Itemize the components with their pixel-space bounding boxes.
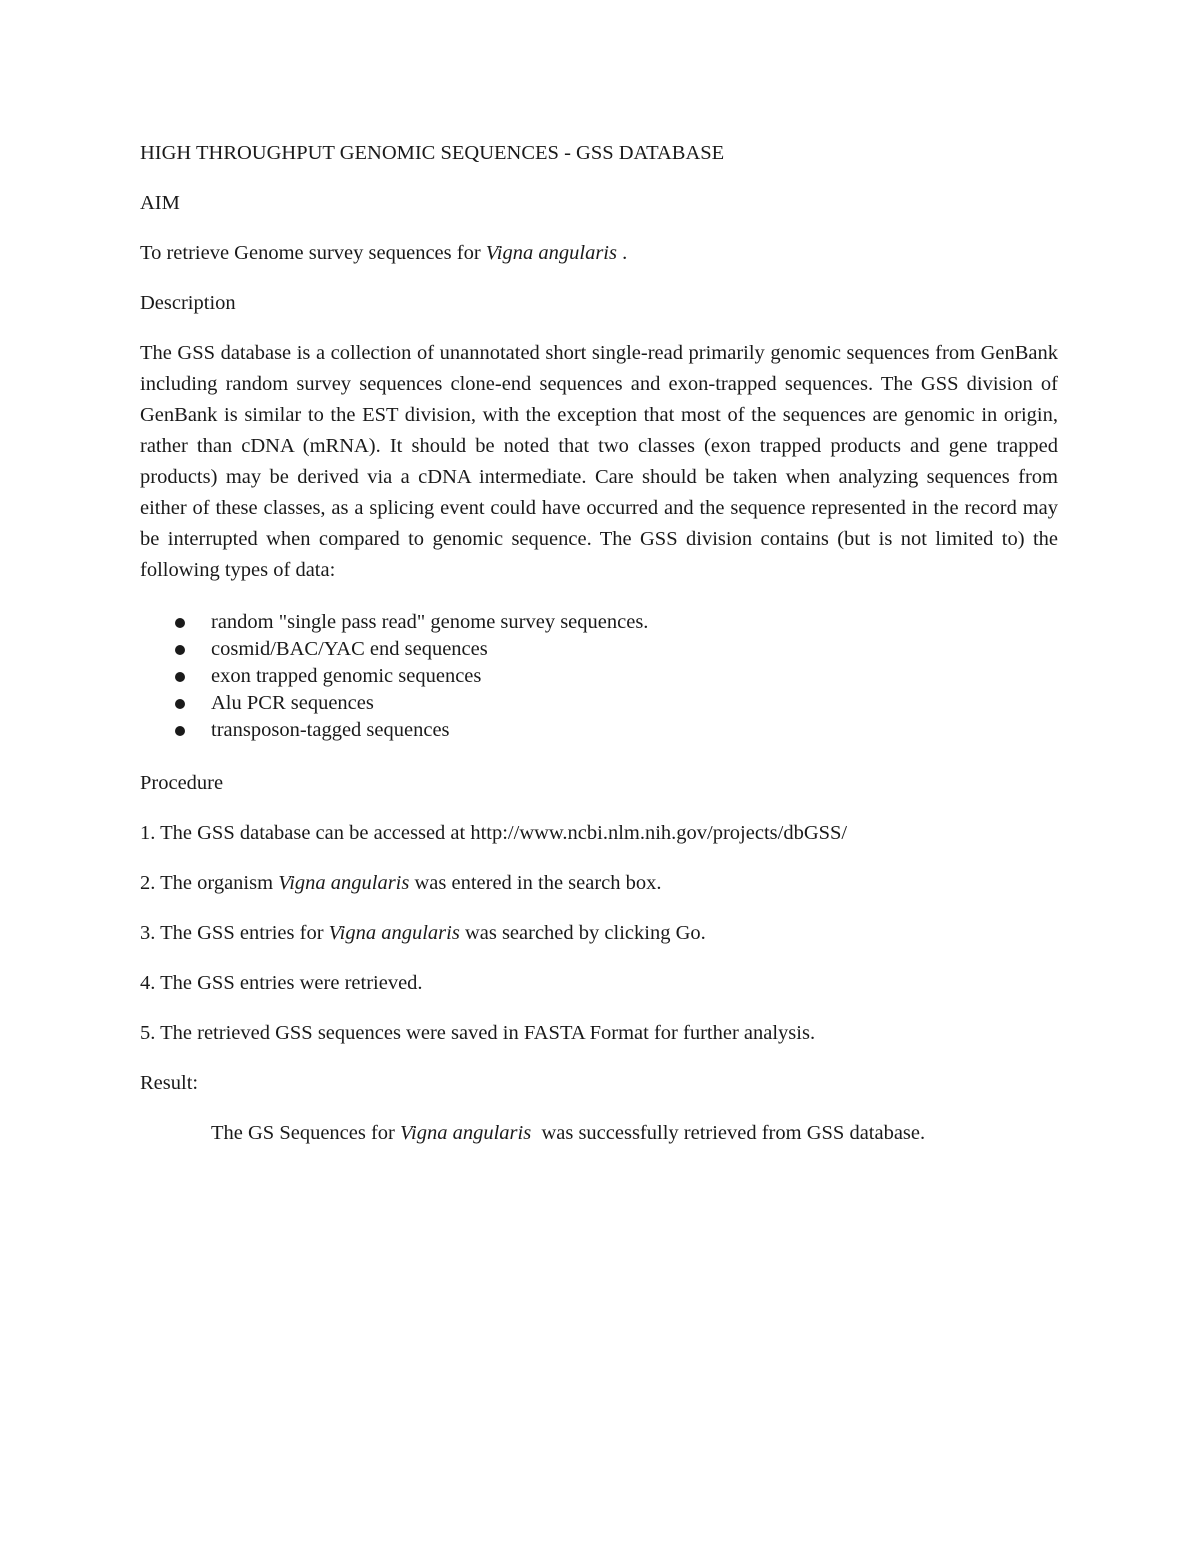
list-item-text: transposon-tagged sequences [211,719,450,741]
result-suffix: was successfully retrieved from GSS database. [531,1122,926,1144]
procedure-step-1: 1. The GSS database can be accessed at http://www.ncbi.nlm.nih.gov/projects/dbGSS/ [140,822,848,844]
aim-heading: AIM [140,192,180,214]
result-organism: Vigna angularis [400,1122,532,1144]
procedure-step-3 [140,918,1058,949]
list-item [140,690,1058,717]
result-heading: Result: [140,1072,199,1094]
step-3-prefix: 3. The GSS entries for [140,922,329,944]
aim-organism: Vigna angularis [485,242,617,264]
data-types-list [140,609,1058,744]
bullet-icon [175,645,185,655]
description-paragraph: The GSS database is a collection of unannotated short single-read primarily genomic sequences from GenBank including random survey sequences clone-end sequences and exon-trapped sequences. The GSS division of GenBank is similar to the EST division, with the exception that most of the sequences are genomic in origin, rather than cDNA (mRNA). It should be noted that two classes (exon trapped products and gene trapped products) may be derived via a cDNA intermediate. Care should be taken when analyzing sequences from either of these classes, as a splicing event could have occurred and the sequence represented in the record may be interrupted when compared to genomic sequence. The GSS division contains (but is not limited to) the following types of data: [140,342,1058,581]
bullet-icon [175,726,185,736]
bullet-icon [175,618,185,628]
description-heading: Description [140,292,236,314]
result-text [140,1118,1058,1149]
page-title: HIGH THROUGHPUT GENOMIC SEQUENCES - GSS DATABASE [140,142,725,164]
result-prefix: The GS Sequences for [211,1122,401,1144]
list-item [140,636,1058,663]
step-3-suffix: was searched by clicking Go. [459,922,706,944]
list-item [140,717,1058,744]
step-3-organism: Vigna angularis [328,922,460,944]
step-2-organism: Vigna angularis [278,872,410,894]
step-2-suffix: was entered in the search box. [409,872,662,894]
document-page [140,138,1058,1149]
aim-text [140,238,1058,269]
list-item-text: cosmid/BAC/YAC end sequences [211,638,488,660]
list-item [140,609,1058,636]
bullet-icon [175,672,185,682]
list-item-text: Alu PCR sequences [211,692,374,714]
list-item [140,663,1058,690]
list-item-text: random "single pass read" genome survey sequences. [211,611,649,633]
procedure-step-5: 5. The retrieved GSS sequences were saved in FASTA Format for further analysis. [140,1022,816,1044]
aim-suffix: . [616,242,628,264]
procedure-step-4: 4. The GSS entries were retrieved. [140,972,423,994]
list-item-text: exon trapped genomic sequences [211,665,482,687]
aim-prefix: To retrieve Genome survey sequences for [140,242,486,264]
bullet-icon [175,699,185,709]
procedure-heading: Procedure [140,772,224,794]
procedure-step-2 [140,868,1058,899]
step-2-prefix: 2. The organism [140,872,279,894]
